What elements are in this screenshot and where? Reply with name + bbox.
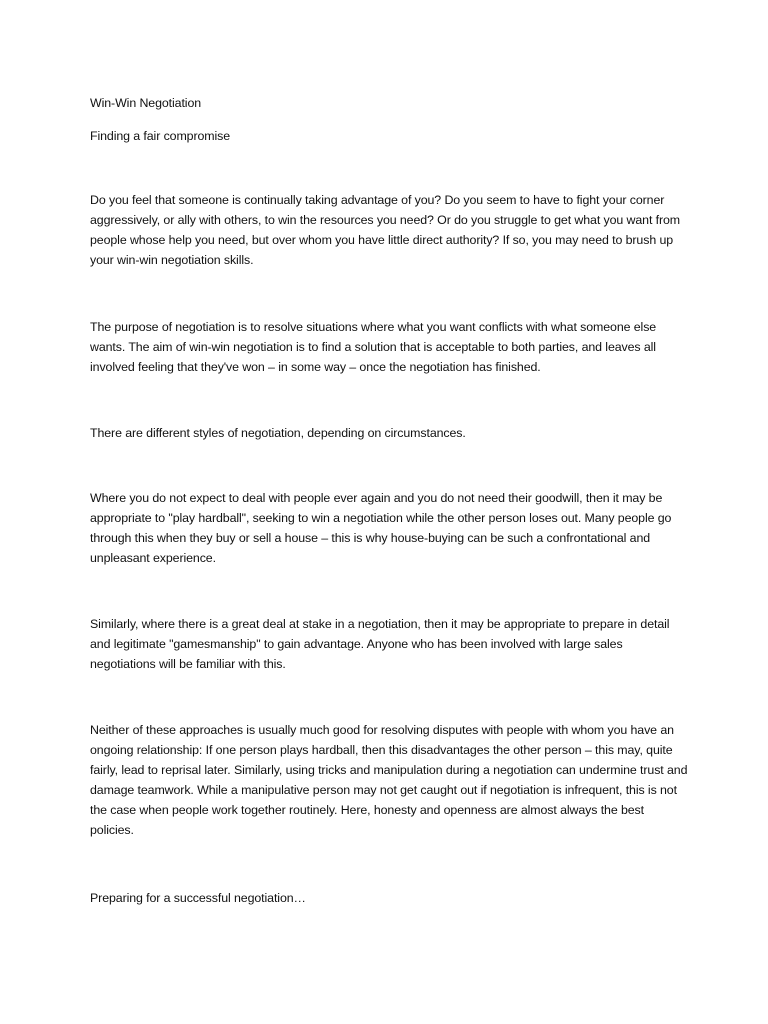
paragraph-hardball: Where you do not expect to deal with people ever again and you do not need their goodwill, then it may be appropriate to "play hardball", seeking to win a negotiation while the other person loses out. Many people go through this when they buy or sell a house – this is why house-buying can be such a confrontational and unpleasant experience.	[90, 491, 672, 565]
paragraph-purpose: The purpose of negotiation is to resolve situations where what you want conflicts with what someone else wants. The aim of win-win negotiation is to find a solution that is acceptable to both parties, and leaves all involved feeling that they've won – in some way – once the negotiation has finished.	[90, 320, 657, 374]
paragraph-preparing: Preparing for a successful negotiation…	[90, 891, 306, 905]
paragraph-styles: There are different styles of negotiation, depending on circumstances.	[90, 426, 466, 440]
paragraph-intro: Do you feel that someone is continually taking advantage of you? Do you seem to have to fight your corner aggressively, or ally with others, to win the resources you need? Or do you struggle to get what you want from people whose help you need, but over whom you have little direct authority? If so, you may need to brush up your win-win negotiation skills.	[90, 193, 681, 267]
document-title: Win-Win Negotiation	[90, 96, 202, 110]
paragraph-gamesmanship: Similarly, where there is a great deal at stake in a negotiation, then it may be appropriate to prepare in detail and legitimate "gamesmanship" to gain advantage. Anyone who has been involved with large sales negotiations will be familiar with this.	[90, 617, 670, 671]
paragraph-ongoing-relationship: Neither of these approaches is usually much good for resolving disputes with people with whom you have an ongoing relationship: If one person plays hardball, then this disadvantages the other person – this may, quite fairly, lead to reprisal later. Similarly, using tricks and manipulation during a negotiation can undermine trust and damage teamwork. While a manipulative person may not get caught out if negotiation is infrequent, this is not the case when people work together routinely. Here, honesty and openness are almost always the best policies.	[90, 723, 688, 837]
document-subtitle: Finding a fair compromise	[90, 129, 231, 143]
